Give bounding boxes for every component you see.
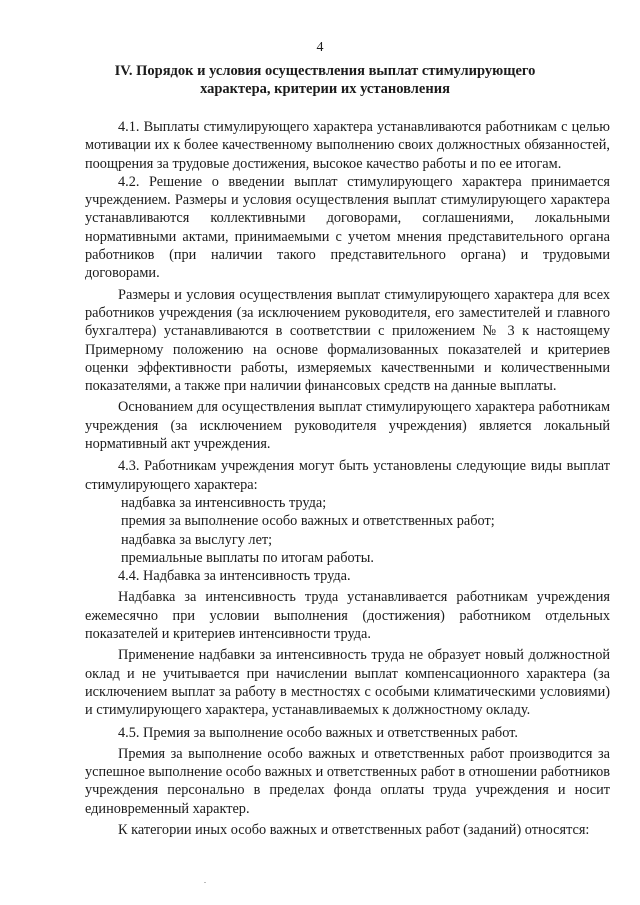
paragraph: Применение надбавки за интенсивность труда не образует новый должностной оклад и не учитывается при начислении выплат компенсационного характера (за исключением выплат за работу в местностях с особыми климатическими условиями) и стимулирующего характера, устанавливаемых к должностному окладу.: [85, 647, 610, 719]
paragraph-4-1: 4.1. Выплаты стимулирующего характера устанавливаются работникам с целью мотивации их к более качественному выполнению своих должностных обязанностей, поощрения за трудовые достижения, высокое качество работы и по ее итогам.: [85, 119, 610, 172]
paragraph: Премия за выполнение особо важных и ответственных работ производится за успешное выполнение особо важных и ответственных работ в отношении работников учреждения персонально в пределах фонда оплаты труда учреждения и носит единовременный характер.: [85, 745, 610, 817]
list-item: премия за выполнение особо важных и ответственных работ;: [121, 513, 495, 530]
paragraph-4-3: 4.3. Работникам учреждения могут быть установлены следующие виды выплат стимулирующего характера:: [85, 458, 610, 493]
section-title: [80, 62, 570, 98]
list-item: премиальные выплаты по итогам работы.: [121, 549, 374, 566]
paragraph: К категории иных особо важных и ответственных работ (заданий) относятся:: [118, 821, 590, 838]
page-number: 4: [316, 40, 324, 55]
paragraph: Основанием для осуществления выплат стимулирующего характера работникам учреждения (за исключением руководителя учреждения) является локальный нормативный акт учреждения.: [85, 399, 610, 453]
scan-speck: [204, 882, 206, 883]
paragraph: Размеры и условия осуществления выплат стимулирующего характера для всех работников учреждения (за исключением руководителя, его заместителей и главного бухгалтера) устанавливаются в соответствии с приложением № 3 к настоящему Примерному положению на основе формализованных показателей и критериев оценки эффективности работы, измеряемых качественными и количественными показателями, а также при наличии финансовых средств на данные выплаты.: [85, 286, 610, 395]
section-title-line: характера, критерии их установления: [200, 81, 450, 97]
paragraph: Надбавка за интенсивность труда устанавливается работникам учреждения ежемесячно при условии выполнения (достижения) работником отдельных показателей и критериев интенсивности труда.: [85, 589, 610, 643]
paragraph-4-2: 4.2. Решение о введении выплат стимулирующего характера принимается учреждением. Размеры и условия осуществления выплат стимулирующего характера устанавливаются коллективными договорами, соглашениями, локальными нормативными актами, принимаемыми с учетом мнения представительного органа работников (при наличии такого представительного органа) и трудовыми договорами.: [85, 173, 610, 282]
list-item: надбавка за выслугу лет;: [121, 531, 273, 548]
paragraph-4-4: 4.4. Надбавка за интенсивность труда.: [118, 568, 351, 585]
list-item: надбавка за интенсивность труда;: [121, 494, 327, 511]
document-body: [85, 118, 610, 839]
section-title-line: IV. Порядок и условия осуществления выплат стимулирующего: [114, 63, 536, 79]
paragraph-4-5: 4.5. Премия за выполнение особо важных и ответственных работ.: [118, 724, 518, 741]
